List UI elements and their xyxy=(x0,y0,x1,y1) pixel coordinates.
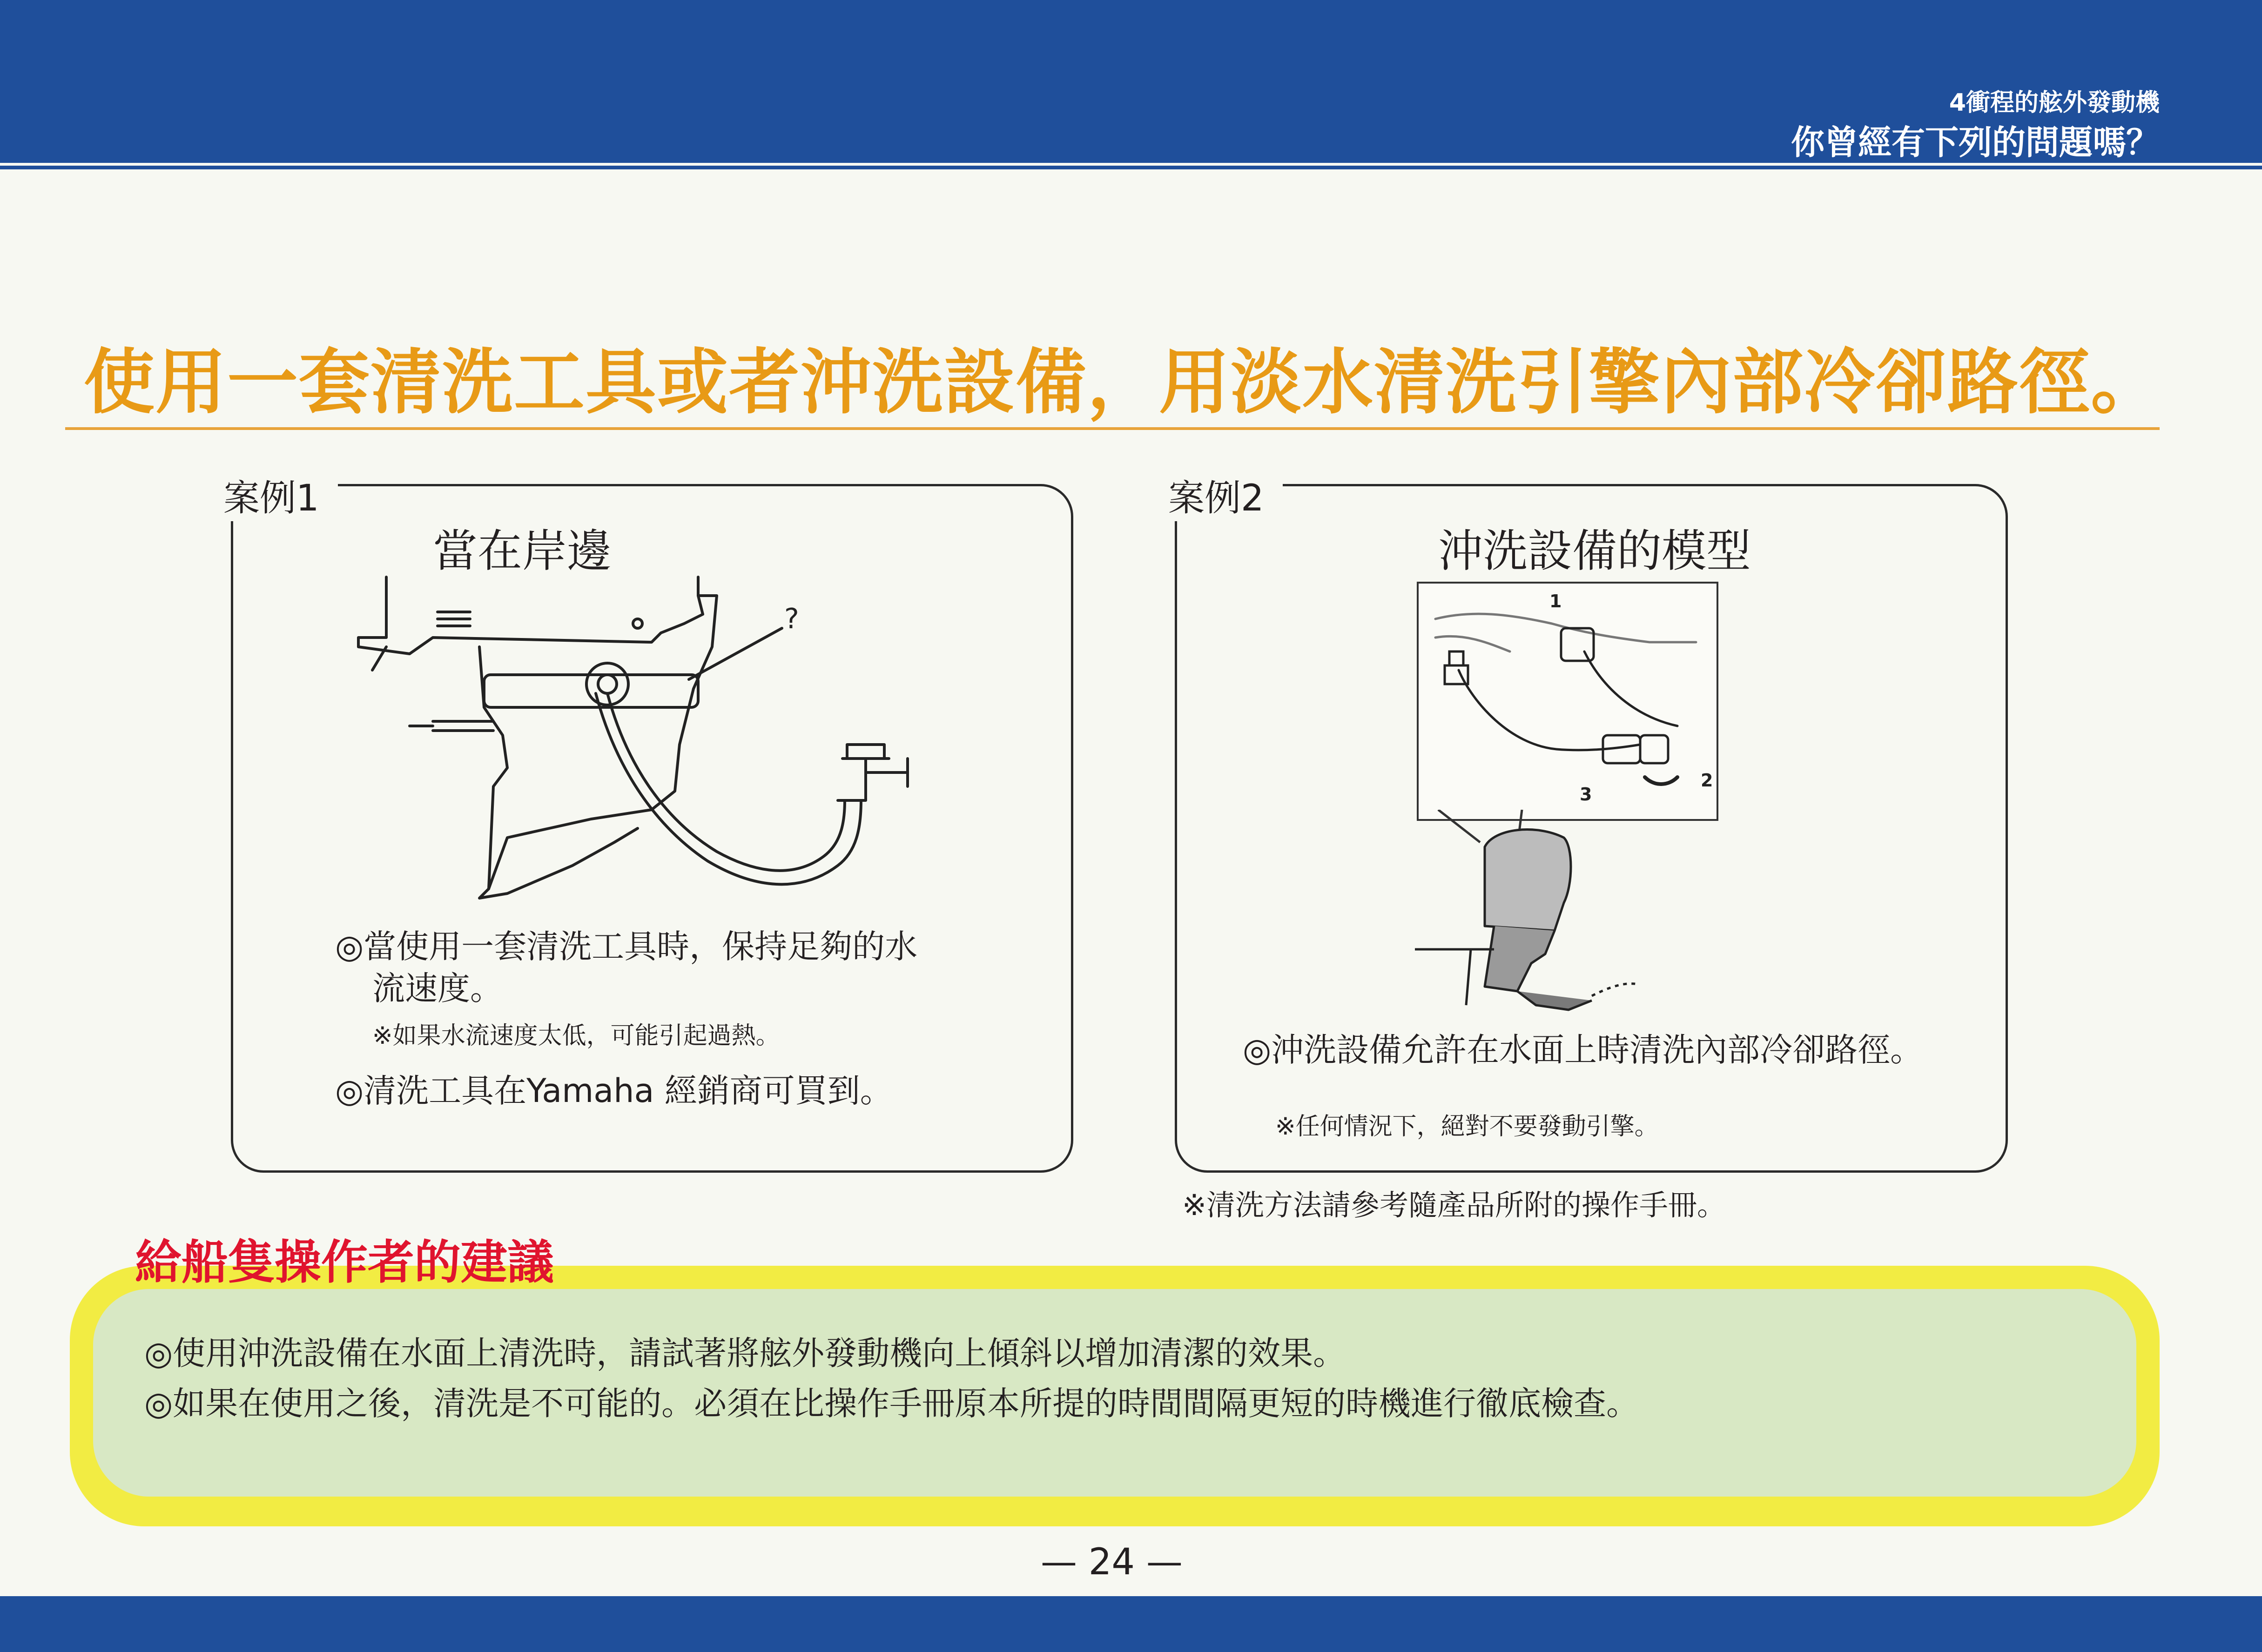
pointer-line xyxy=(1438,810,1480,842)
case1-subtitle: 當在岸邊 xyxy=(433,525,612,577)
advice-title: 給船隻操作者的建議 xyxy=(135,1235,554,1289)
case1-label: 案例1 xyxy=(219,469,338,521)
flush-device-detail xyxy=(1417,582,1718,821)
header-subtitle: 4衝程的舷外發動機 xyxy=(1949,89,2160,117)
motor-skeg xyxy=(1517,991,1592,1010)
case2-note: ※任何情況下，絕對不要發動引擎。 xyxy=(1275,1113,1659,1141)
header-title: 你曾經有下列的問題嗎？ xyxy=(1791,123,2160,162)
motor-housing-outline xyxy=(358,577,703,654)
case1-note: ※如果水流速度太低，可能引起過熱。 xyxy=(372,1022,780,1050)
part-label-2: 2 xyxy=(1701,770,1713,791)
advice-line-2: ◎如果在使用之後，清洗是不可能的。必須在比操作手冊原本所提的時間間隔更短的時機進行徹底檢查。 xyxy=(144,1384,1639,1423)
question-callout: ? xyxy=(784,603,799,635)
callout-line xyxy=(689,628,782,679)
advice-line-1: ◎使用沖洗設備在水面上清洗時，請試著將舷外發動機向上傾斜以增加清潔的效果。 xyxy=(144,1334,1346,1372)
flushing-strap xyxy=(484,675,698,707)
transom xyxy=(1466,949,1471,1005)
header-rule xyxy=(0,166,2262,169)
case1-bullet1-line1: ◎當使用一套清洗工具時，保持足夠的水 xyxy=(335,927,918,966)
motor-shaft xyxy=(1485,926,1555,991)
intake-cup-center xyxy=(598,675,617,693)
motor-cowling xyxy=(1485,830,1571,931)
rotate-arrow xyxy=(1645,777,1677,784)
page-title: 使用一套清洗工具或者沖洗設備，用淡水清洗引擎內部冷卻路徑。 xyxy=(84,341,2162,423)
water-spray xyxy=(1592,984,1638,996)
page-number: — 24 — xyxy=(1041,1541,1183,1583)
detail-hose xyxy=(1459,670,1640,750)
case2-subtitle: 沖洗設備的模型 xyxy=(1438,525,1751,577)
intake-cup xyxy=(586,663,628,705)
title-divider xyxy=(65,427,2160,430)
footer-band xyxy=(0,1596,2262,1652)
reference-note: ※清洗方法請參考隨產品所附的操作手冊。 xyxy=(1182,1188,1726,1222)
connector-2 xyxy=(1640,735,1668,763)
case1-bullet2: ◎清洗工具在Yamaha 經銷商可買到。 xyxy=(335,1072,893,1110)
vent-slots xyxy=(438,612,470,626)
detail-faucet-handle xyxy=(1449,651,1463,665)
water-hose xyxy=(596,693,861,884)
part-label-1: 1 xyxy=(1549,591,1562,611)
detail-hose-2 xyxy=(1584,651,1677,726)
outboard-motor-illustration xyxy=(1415,810,1750,1024)
case1-bullet1-line2: 流速度。 xyxy=(372,969,503,1007)
part-label-3: 3 xyxy=(1580,784,1592,805)
engine-body-line-2 xyxy=(1435,636,1510,651)
flushing-tool-illustration xyxy=(354,568,959,912)
case2-label: 案例2 xyxy=(1164,469,1283,521)
water-hose-inner xyxy=(607,693,845,871)
case2-bullet: ◎沖洗設備允許在水面上時清洗內部冷卻路徑。 xyxy=(1243,1031,1923,1069)
shaft-pin xyxy=(410,721,493,731)
faucet xyxy=(838,745,908,800)
bolt xyxy=(633,619,642,628)
